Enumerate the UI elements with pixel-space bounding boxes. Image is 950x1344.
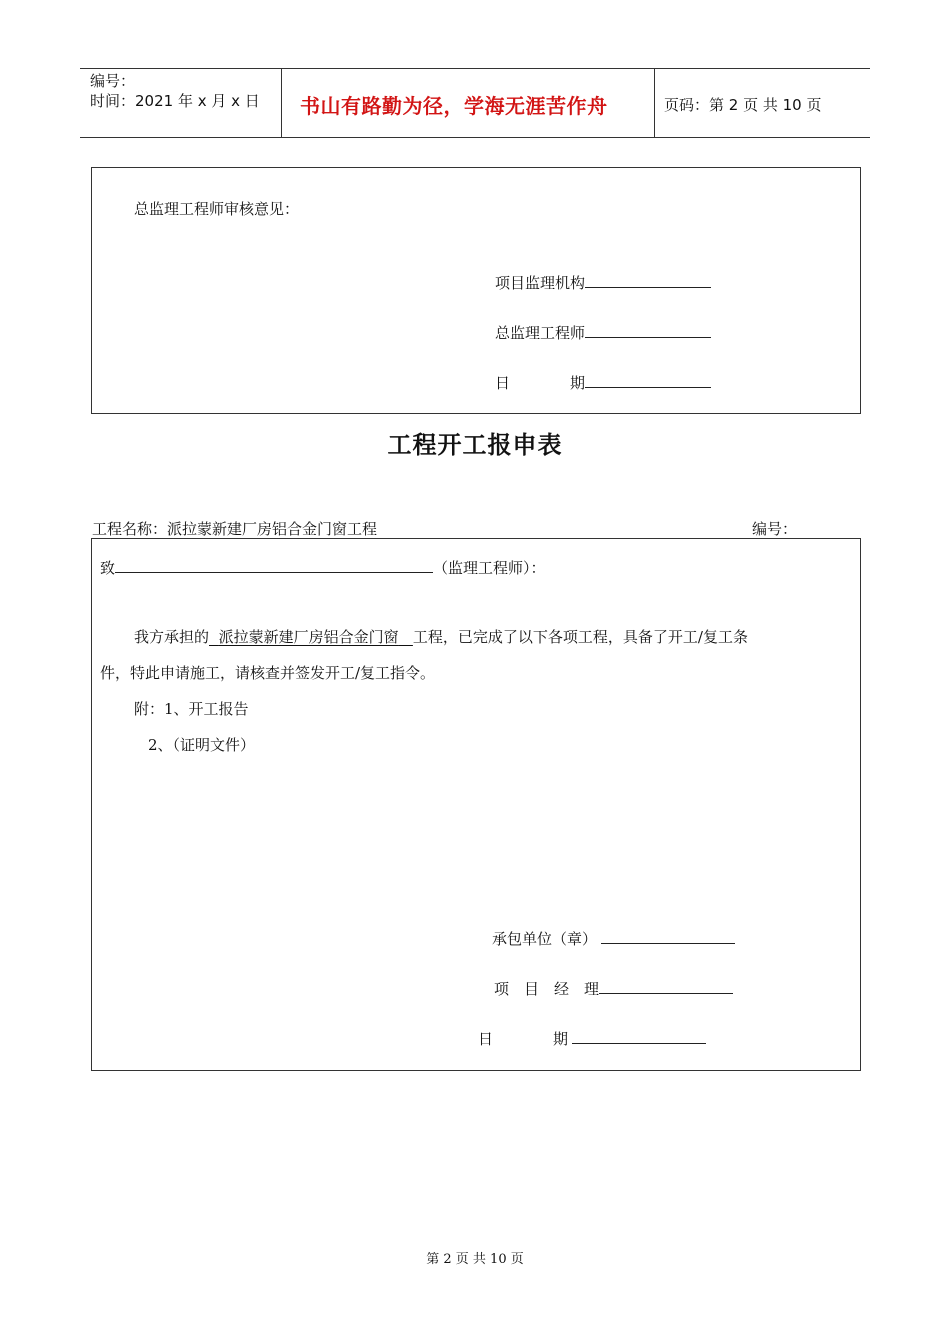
addressee-prefix: 致 xyxy=(100,559,116,577)
header-time: 时间：2021 年 x 月 x 日 xyxy=(90,92,260,110)
form-number-label: 编号： xyxy=(752,520,798,538)
header-divider xyxy=(281,69,282,137)
addressee-line xyxy=(100,557,546,578)
review-date-label: 日 期 xyxy=(495,374,586,392)
manager-label: 项 目 经 理 xyxy=(494,980,600,998)
attachment-1: 附：1、开工报告 xyxy=(134,700,249,718)
page-footer: 第 2 页 共 10 页 xyxy=(426,1252,524,1267)
manager-blank[interactable] xyxy=(599,978,733,994)
project-name: 工程名称：派拉蒙新建厂房铝合金门窗工程 xyxy=(92,520,378,538)
para-prefix: 我方承担的 xyxy=(134,628,210,646)
addressee-blank[interactable] xyxy=(115,557,433,573)
header-motto: 书山有路勤为径，学海无涯苦作舟 xyxy=(300,94,608,118)
form-title: 工程开工报申表 xyxy=(387,431,563,459)
addressee-suffix: （监理工程师）： xyxy=(433,559,546,577)
para-line1-rest: 工程，已完成了以下各项工程，具备了开工/复工条 xyxy=(412,628,748,646)
project-underlined-text: 派拉蒙新建厂房铝合金门窗 xyxy=(218,628,399,646)
manager-line xyxy=(494,978,733,999)
review-date-line xyxy=(495,372,711,393)
paragraph-line-1 xyxy=(134,626,748,647)
application-box xyxy=(91,538,861,1071)
date-line xyxy=(478,1028,706,1049)
review-org-blank[interactable] xyxy=(585,272,711,288)
header-number-label: 编号： xyxy=(90,72,136,90)
attachment-2: 2、（证明文件） xyxy=(148,736,256,754)
contractor-blank[interactable] xyxy=(601,928,735,944)
project-underlined xyxy=(209,628,413,646)
review-heading: 总监理工程师审核意见： xyxy=(134,200,300,218)
contractor-line xyxy=(492,928,735,949)
review-engineer-line xyxy=(495,322,711,343)
review-engineer-blank[interactable] xyxy=(585,322,711,338)
header-divider xyxy=(654,69,655,137)
header-page-info: 页码：第 2 页 共 10 页 xyxy=(664,96,822,114)
review-engineer-label: 总监理工程师 xyxy=(495,324,586,342)
paragraph-line-2: 件，特此申请施工，请核查并签发开工/复工指令。 xyxy=(100,664,436,682)
date-blank[interactable] xyxy=(572,1028,706,1044)
review-org-line xyxy=(495,272,711,293)
date-label: 日 期 xyxy=(478,1030,569,1048)
review-date-blank[interactable] xyxy=(585,372,711,388)
contractor-label: 承包单位（章） xyxy=(492,930,598,948)
review-org-label: 项目监理机构 xyxy=(495,274,586,292)
